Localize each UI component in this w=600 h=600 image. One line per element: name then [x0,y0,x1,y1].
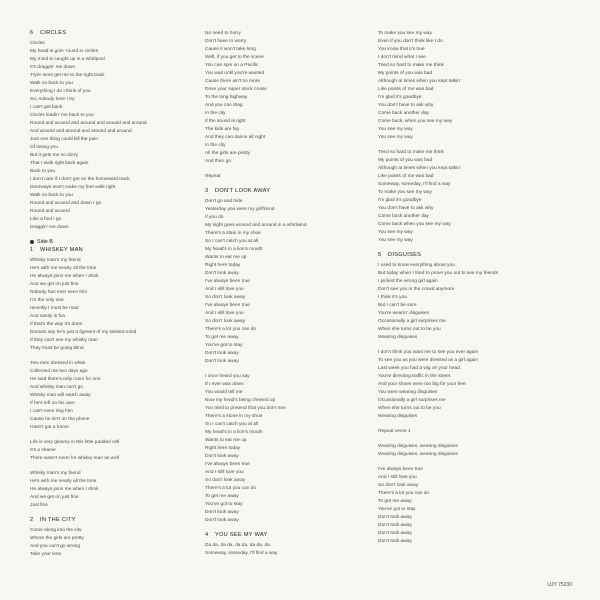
lyric-line: And you can drag [205,103,243,108]
lyric-line: Don't look away [205,454,239,459]
lyric-line: Collected me two days ago [30,369,88,374]
lyric-line: I'm glad it's goodbye [378,198,422,203]
lyric-line: Wearing disguises, wearing disguises [378,452,458,457]
lyric-line: If he's left on his own [30,401,75,406]
lyric-line: I'm glad it's goodbye [378,95,422,100]
lyric-line: Da da, da da, da da, da da, da [205,543,270,548]
lyric-line: You tried to pretend that you don't see [205,406,286,411]
lyric-line: Wearing disguises [378,414,418,419]
lyric-line: You wait until you're wanted [205,71,265,76]
lyric-line: Hasn't got a home [30,425,69,430]
lyric-line: So don't look away [205,319,246,324]
song-number: 2 [30,517,34,523]
lyric-line: I picked the wrong girl again [378,279,438,284]
lyric-line: You don't have to ask why [378,103,434,108]
lyric-line: And whisky man can't go [30,385,83,390]
lyric-line: No need to hurry [205,31,241,36]
lyric-line: Tried so hard to make me think [378,63,444,68]
lyric-line: To get me away [205,335,239,340]
lyric-line: And then go [205,159,231,164]
lyric-line: Two men dressed in white [30,361,86,366]
lyric-line: Doorways won't make my feet walk right [30,185,116,190]
lyric-line: Come back, when you see my way [378,119,453,124]
lyric-line: You're wearin' disguises [378,311,429,316]
lyric-line: So don't look away [378,483,419,488]
lyric-line: Circles [30,41,45,46]
stanza-gap [378,142,558,149]
song-block [30,517,210,559]
lyric-line: Just fine [30,503,48,508]
lyric-line: I've always been true [205,303,250,308]
lyric-line: Come back when you see my way [378,222,451,227]
stanza-gap [30,463,210,470]
lyric-line: Don't see you in the crowd anymore [378,287,455,292]
lyric-line: Don't look away [378,523,412,528]
lyric-line: You can spin on a Pacific [205,63,259,68]
lyric-line: Someway, someday, I'll find a way [378,182,451,187]
lyric-line: But it gets me so dizzy [30,153,78,158]
lyric-line: They must be going blind [30,346,84,351]
lyric-line: Even if you don't think like I do [378,39,443,44]
lyric-line: Occasionally a girl surprises me [378,398,446,403]
lyric-line: I'm the only one [30,298,64,303]
lyric-line: Don't look away [205,359,239,364]
song-number: 4 [205,532,209,538]
lyric-line: You see my way [378,238,413,243]
lyric-line: Repeat [205,174,221,179]
lyric-line: Cause he isn't on the phone [30,417,90,422]
song-number: 3 [205,188,209,194]
catalog-number: UJY 75230 [547,582,572,588]
lyric-line: Round and around and around and around and around [30,121,147,126]
lyric-line: To see you as you were dressed as a girl again [378,358,478,363]
song-block [30,247,210,510]
lyric-line: I used to know everything about you [378,263,455,268]
song-block [205,30,385,181]
song-block [30,30,210,232]
lyric-line: Where the girls are pretty [30,536,84,541]
lyric-line: Drive your super stock cruise [205,87,267,92]
lyric-line: Cause it won't take long [205,47,256,52]
song-number: 6 [30,30,34,36]
lyric-line: So I can't catch you at all [205,239,259,244]
lyric-line: Whisky man's my friend [30,258,81,263]
lyric-line: My points of you was bad [378,158,433,163]
lyric-line: If they can't see my whisky man [30,338,98,343]
lyric-line: I've always been true [205,279,250,284]
stanza-gap [378,459,558,466]
lyric-line: If the sound is right [205,119,246,124]
lyric-line: In the city [205,111,226,116]
lyric-line: Back to you [30,169,56,174]
song-title [30,247,210,253]
lyric-line: Wants to eat me up [205,438,247,443]
song-title-text: WHISKEY MAN [40,247,83,253]
lyric-line: Cause there ain't no more [205,79,261,84]
lyric-line: And I still love you [378,475,417,480]
lyric-line: Circles leadin' me back to you [30,113,94,118]
lyric-line: Doctors say he's just a figment of my twisted mind [30,330,137,335]
lyric-line: You're directing traffic in the street [378,374,451,379]
lyric-line: Just one thing could kill the pain [30,137,98,142]
lyric-line: You would tell me [205,390,243,395]
song-title [205,188,385,194]
lyric-line: If I ever was down [205,382,244,387]
lyric-line: Everything I do I think of you [30,89,91,94]
stanza-gap [205,366,385,373]
lyric-line: I don't think you want me to see you ever again [378,350,479,355]
song-number: 5 [378,252,382,258]
song-block [205,532,385,558]
lyric-line: My head's in a lion's mouth [205,247,263,252]
lyric-line: Tryin' wont get me to the right track [30,73,105,78]
lyric-line: My points of you was bad [378,71,433,76]
lyric-line: It's a shame [30,448,56,453]
lyric-line: You see my way [378,127,413,132]
lyric-line: Don't go and hide [205,199,243,204]
lyric-line: There's a lot you can do [205,486,257,491]
lyric-line: All the girls are pretty [205,151,251,156]
side-label-text: Side B [37,239,53,245]
lyric-line: There's a lot you can do [205,327,257,332]
lyric-line: You've got to stay [205,343,243,348]
lyric-line: When she turns out to be you [378,406,441,411]
lyric-line: He said there's only room for one [30,377,101,382]
song-title-text: IN THE CITY [40,517,76,523]
lyric-line: And I still love you [205,470,244,475]
lyric-line: Walk on back to you [30,81,74,86]
lyric-line: But I can't be sure [378,303,417,308]
lyric-line: Walk on back to you [30,193,74,198]
lyric-line: Wearing disguises, wearing disguises [378,444,458,449]
lyric-line: So don't look away [205,295,246,300]
stanza-gap [378,421,558,428]
stanza-gap [378,342,558,349]
lyric-line: Wants to eat me up [205,255,247,260]
song-block [205,188,385,525]
lyric-line: I once heard you say [205,374,250,379]
lyric-line: Whisky man's my friend [30,471,81,476]
lyric-line: Round and around [30,209,70,214]
lyric-line: You don't have to ask why [378,206,434,211]
song-title-text: DISGUISES [388,252,422,258]
lyric-line: And you can't go wrong [30,544,80,549]
lyric-line: And I still love you [205,311,244,316]
lyric-line: And we get on just fine [30,282,79,287]
side-label [30,239,210,245]
lyric-line: Now my head's being chewed up [205,398,276,403]
lyric-line: My sight goes around and around in a whirlwind [205,223,307,228]
song-block [378,252,558,546]
lyrics-column-1 [30,30,210,566]
lyric-line: You were wearing disguises [378,390,438,395]
lyric-line: Right here today [205,263,241,268]
lyric-line: I've always been true [378,467,423,472]
lyric-line: To get me away [378,499,412,504]
lyric-line: Come along into the city [30,528,82,533]
lyric-line: Well, if you get to the scene [205,55,264,60]
lyric-line: Wearing disguises [378,335,418,340]
lyric-line: Yesterday you were my girlfriend [205,207,275,212]
lyric-line: I can't even ring him [30,409,73,414]
lyric-line: To the long highway [205,95,248,100]
lyric-line: Repeat verse 1 [378,429,411,434]
lyric-line: So I can't catch you at all [205,422,259,427]
stanza-gap [205,166,385,173]
lyric-line: When she turns out to be you [378,327,441,332]
lyric-line: Tried so hard to make me think [378,150,444,155]
lyric-line: And around and around and around and around [30,129,132,134]
song-title-text: YOU SEE MY WAY [215,532,268,538]
lyric-line: Don't look away [378,539,412,544]
lyric-line: Occasionally a girl surprises me [378,319,446,324]
lyric-line: To make you see my way [378,31,432,36]
lyric-line: Round and around and down I go [30,201,102,206]
lyric-line: Come back another day [378,111,429,116]
lyric-line: Don't look away [205,510,239,515]
lyric-line: In the city [205,143,226,148]
stanza-gap [30,353,210,360]
lyric-line: Nobody has ever seen him [30,290,88,295]
lyric-line: Like points of me was bad [378,87,434,92]
lyric-line: If you do [205,215,224,220]
song-title [378,252,558,258]
lyric-line: Don't look away [205,271,239,276]
lyric-line: And I still love you [205,287,244,292]
lyric-line: You see my way [378,230,413,235]
lyric-line: He's with me nearly all the time [30,266,97,271]
lyric-line: That I walk right back again [30,161,89,166]
lyric-line: And they can dance all night [205,135,266,140]
lyric-line: There wasn't room for whisky man as well [30,456,119,461]
lyric-line: Don't look away [205,351,239,356]
lyric-line: Whisky man will watch away [30,393,91,398]
lyric-line: My mind is caught up in a whirlpool [30,57,105,62]
lyric-line: Don't look away [205,518,239,523]
lyric-line: Life is very gloomy in this little padded cell [30,440,120,445]
lyric-line: My head's in a lion's mouth [205,430,263,435]
lyric-line: Don't look away [378,515,412,520]
song-title-text: CIRCLES [40,30,67,36]
lyric-line: He always joins me when I drink [30,274,99,279]
lyric-line: You've got to stay [378,507,416,512]
lyric-line: recently I must be mad [30,306,79,311]
lyric-line: I've always been true [205,462,250,467]
song-title [205,532,385,538]
lyric-line: Of losing you [30,145,58,150]
lyric-line: There's a stone in my shoe [205,414,263,419]
lyric-line: My head is goin' round in circles [30,49,99,54]
lyric-line: To make you see my way [378,190,432,195]
lyric-line: Draggin' me down [30,225,69,230]
lyric-line: You've got to stay [205,502,243,507]
lyric-line: So, nobody here I try [30,97,75,102]
stanza-gap [30,432,210,439]
lyric-line: To get me away [205,494,239,499]
lyric-line: Don't look away [378,531,412,536]
lyric-line: And we get on just fine [30,495,79,500]
lyric-line: He always joins me when I drink [30,487,99,492]
lyric-line: And your shoes were too big for your feet [378,382,466,387]
lyric-line: Like points of me was bad [378,174,434,179]
lyric-line: There's a lot you can do [378,491,430,496]
lyric-line: Right here today [205,446,241,451]
song-title [30,517,210,523]
lyric-line: Someway, someday, I'll find a way [205,551,278,556]
lyric-line: It's draggin' me down [30,65,76,70]
song-title-text: DON'T LOOK AWAY [215,188,271,194]
lyric-line: And sanity is fun [30,314,66,319]
lyric-line: Although at times when you kept talkin' [378,79,461,84]
lyrics-column-3 [378,30,558,553]
lyric-line: You see my way [378,135,413,140]
lyric-line: So don't look away [205,478,246,483]
lyric-line: Don't have to worry [205,39,247,44]
lyric-line: Take your time [30,552,62,557]
side-marker-icon [30,240,34,244]
lyric-line: I can't get back [30,105,63,110]
lyric-line: I don't care if I don't get on the homeward track [30,177,130,182]
lyric-line: If that's the way it's done [30,322,83,327]
lyric-line: There's a stain in my shoe [205,231,261,236]
lyric-line: I think it's you [378,295,407,300]
lyric-line: The kids are hip [205,127,240,132]
lyric-line: You know that it's true [378,47,425,52]
lyric-line: I don't mind what I see [378,55,426,60]
lyric-line: But today when I tried to prove you out to see my friends [378,271,498,276]
lyric-line: Come back another day [378,214,429,219]
song-block [378,30,558,245]
stanza-gap [378,436,558,443]
lyric-line: Like a fool I go [30,217,62,222]
song-title [30,30,210,36]
lyric-line: He's with me nearly all the time [30,479,97,484]
lyric-line: Last week you had a wig on your head [378,366,460,371]
lyric-line: Although at times when you kept talkin' [378,166,461,171]
song-number: 1 [30,247,34,253]
lyrics-column-2 [205,30,385,565]
